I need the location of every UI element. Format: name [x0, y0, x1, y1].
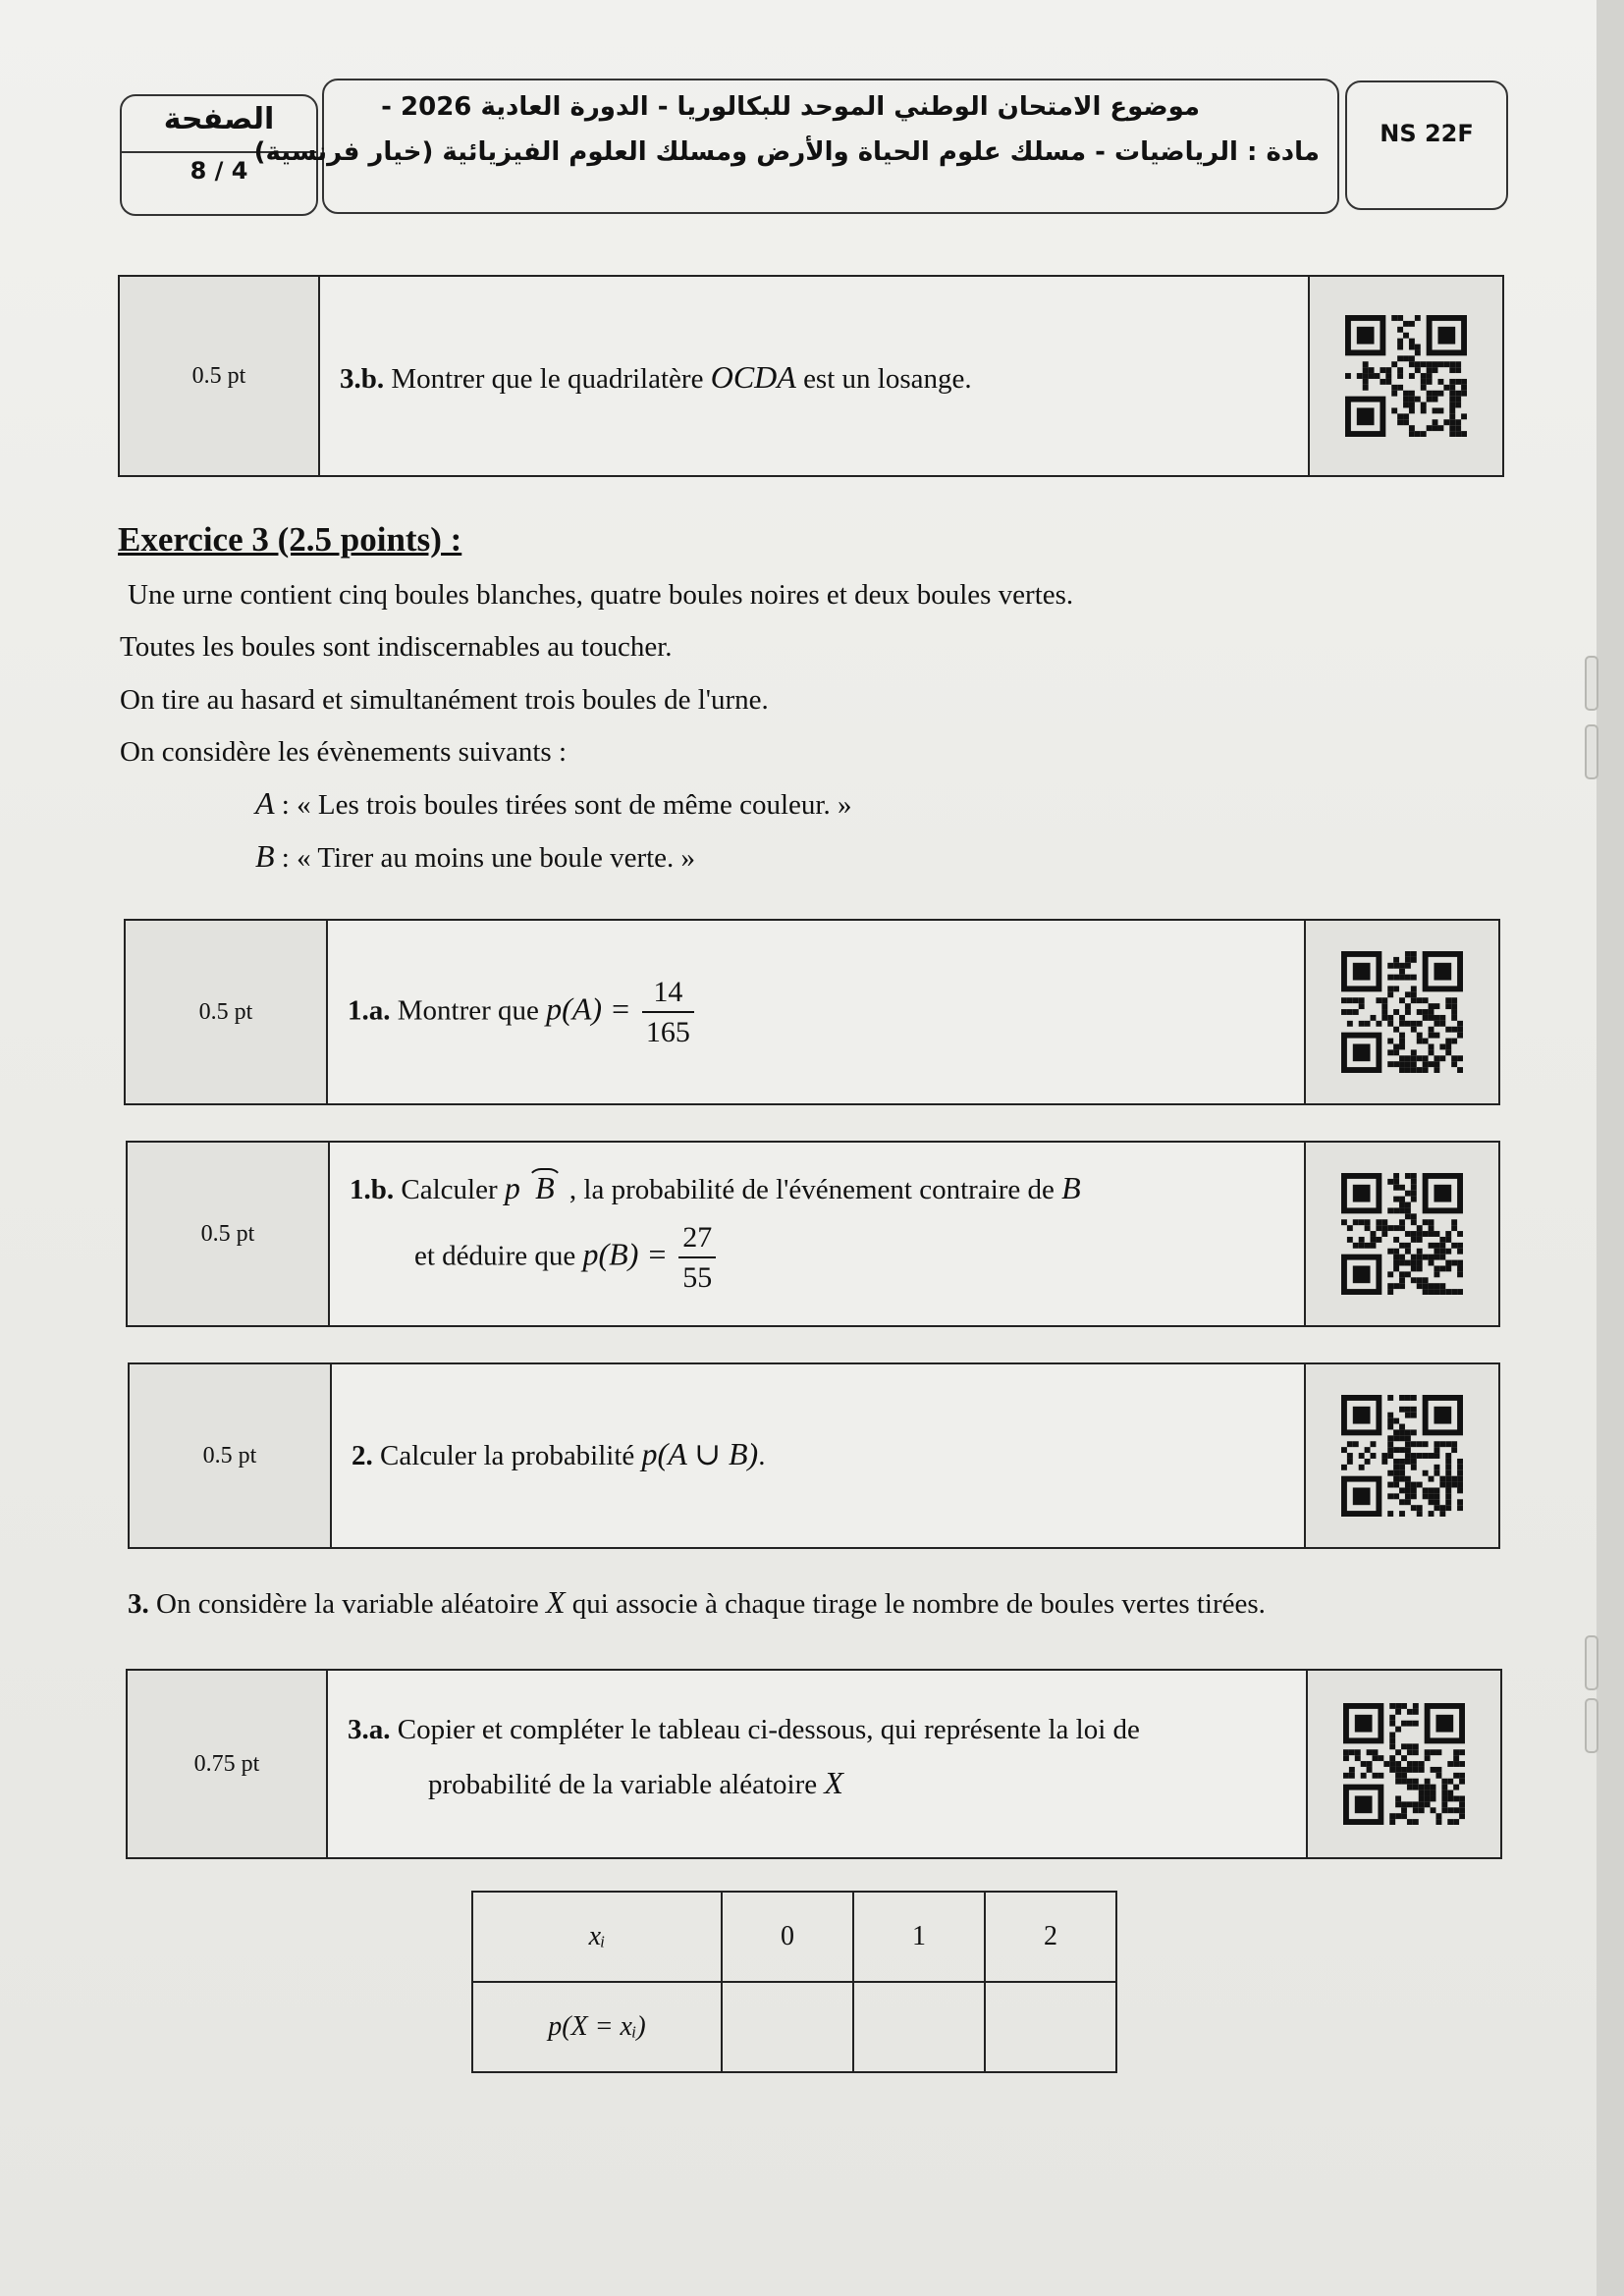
denominator: 55: [682, 1261, 713, 1294]
question-text-part: , la probabilité de l'événement contraire de: [568, 1174, 1055, 1205]
table-header-xi: xᵢ: [472, 1892, 722, 1982]
table-cell-empty[interactable]: [985, 1982, 1116, 2072]
points-cell: 0.5 pt: [120, 277, 320, 475]
statement-line: On considère les évènements suivants :: [120, 736, 568, 768]
math-expression: p(A ∪ B): [641, 1436, 759, 1471]
points-cell: 0.75 pt: [128, 1671, 328, 1857]
table-cell-empty[interactable]: [722, 1982, 853, 2072]
qr-code-icon: [1345, 315, 1467, 437]
question-2-row: [128, 1362, 1500, 1549]
fraction: [642, 974, 694, 1052]
question-text-part: Calculer: [401, 1174, 498, 1205]
statement-line: Toutes les boules sont indiscernables au toucher.: [120, 631, 673, 663]
question-text-line1: [348, 1714, 1140, 1746]
qr-code-cell: [1304, 921, 1498, 1103]
qr-code-icon: [1343, 1703, 1465, 1825]
table-cell-empty[interactable]: [853, 1982, 985, 2072]
exercise-title: Exercice 3 (2.5 points) :: [118, 520, 462, 559]
question-text-part: Calculer la probabilité: [380, 1440, 635, 1471]
question-text-part: Copier et compléter le tableau ci-dessous, qui représente la loi de: [397, 1714, 1140, 1745]
binder-clip: [1585, 1635, 1598, 1690]
numerator: 14: [642, 974, 694, 1013]
question-number: 3.b.: [340, 363, 385, 395]
question-number: 2.: [352, 1440, 373, 1471]
statement-line: On tire au hasard et simultanément trois boules de l'urne.: [120, 684, 769, 716]
question-text: [340, 359, 972, 396]
question-text-part: .: [758, 1440, 766, 1471]
question-number: 3.: [128, 1588, 149, 1620]
page-number: 8 / 4: [189, 157, 248, 185]
qr-code-cell: [1304, 1143, 1498, 1325]
question-text: [348, 974, 694, 1052]
question-number: 1.b.: [350, 1174, 395, 1205]
question-text-part: Montrer que: [397, 994, 539, 1027]
exam-code: NS 22F: [1380, 120, 1474, 147]
binder-clip: [1585, 656, 1598, 711]
question-number: 1.a.: [348, 994, 391, 1027]
question-text-part: Montrer que le quadrilatère: [391, 363, 704, 395]
table-cell-value: 1: [853, 1892, 985, 1982]
exam-code-box: [1345, 80, 1508, 210]
points-cell: 0.5 pt: [130, 1364, 332, 1547]
event-a-name: A: [255, 785, 275, 821]
math-expression: X: [545, 1584, 566, 1620]
math-expression: p(A) =: [546, 990, 631, 1027]
event-b-name: B: [255, 838, 275, 874]
math-expression: OCDA: [710, 359, 796, 395]
table-row: [472, 1892, 1116, 1982]
binder-clip: [1585, 724, 1598, 779]
question-3-statement: [128, 1584, 1266, 1621]
qr-code-cell: [1304, 1364, 1498, 1547]
math-expression: X: [824, 1765, 843, 1800]
question-text-line1: [350, 1170, 1081, 1206]
qr-code-icon: [1341, 951, 1463, 1073]
denominator: 165: [645, 1016, 690, 1048]
page-label: الصفحة: [163, 102, 275, 136]
math-expression: p(B) =: [582, 1236, 668, 1272]
question-3a-row: [126, 1669, 1502, 1859]
points-cell: 0.5 pt: [128, 1143, 330, 1325]
exam-title: موضوع الامتحان الوطني الموحد للبكالوريا - الدورة العادية 2026 -: [381, 92, 1200, 122]
event-b-text: : « Tirer au moins une boule verte. »: [281, 842, 696, 874]
numerator: 27: [678, 1219, 716, 1258]
exam-title-box: [253, 79, 1339, 214]
question-text-part: qui associe à chaque tirage le nombre de boules vertes tirées.: [571, 1588, 1266, 1620]
page-edge: [1597, 0, 1624, 2296]
qr-code-cell: [1306, 1671, 1500, 1857]
math-expression: p: [504, 1170, 520, 1205]
question-text-part: On considère la variable aléatoire: [156, 1588, 539, 1620]
probability-law-table: [471, 1891, 1117, 2073]
points-cell: 0.5 pt: [126, 921, 328, 1103]
event-b: [255, 838, 695, 875]
fraction: [678, 1219, 716, 1298]
statement-line: Une urne contient cinq boules blanches, quatre boules noires et deux boules vertes.: [128, 579, 1074, 611]
table-row: [472, 1982, 1116, 2072]
question-text-part: et déduire que: [414, 1240, 576, 1272]
event-a-text: : « Les trois boules tirées sont de même couleur. »: [281, 789, 852, 821]
binder-clip: [1585, 1698, 1598, 1753]
question-3b-row: [118, 275, 1504, 477]
question-number: 3.a.: [348, 1714, 391, 1745]
qr-code-icon: [1341, 1395, 1463, 1517]
table-header-probability: p(X = xᵢ): [472, 1982, 722, 2072]
exam-subject: مادة : الرياضيات - مسلك علوم الحياة والأرض ومسلك العلوم الفيزيائية (خيار فرنسية): [253, 137, 1320, 167]
question-1b-row: [126, 1141, 1500, 1327]
table-cell-value: 0: [722, 1892, 853, 1982]
event-a: [255, 785, 851, 822]
math-complement-b: B: [527, 1168, 563, 1207]
table-cell-value: 2: [985, 1892, 1116, 1982]
question-text: [352, 1435, 765, 1472]
qr-code-icon: [1341, 1173, 1463, 1295]
qr-code-cell: [1308, 277, 1502, 475]
question-text-line2: [428, 1765, 843, 1801]
question-1a-row: [124, 919, 1500, 1105]
question-text-part: est un losange.: [803, 363, 972, 395]
question-text-line2: [414, 1219, 716, 1298]
math-expression: B: [1061, 1170, 1081, 1205]
question-text-part: probabilité de la variable aléatoire: [428, 1769, 818, 1800]
